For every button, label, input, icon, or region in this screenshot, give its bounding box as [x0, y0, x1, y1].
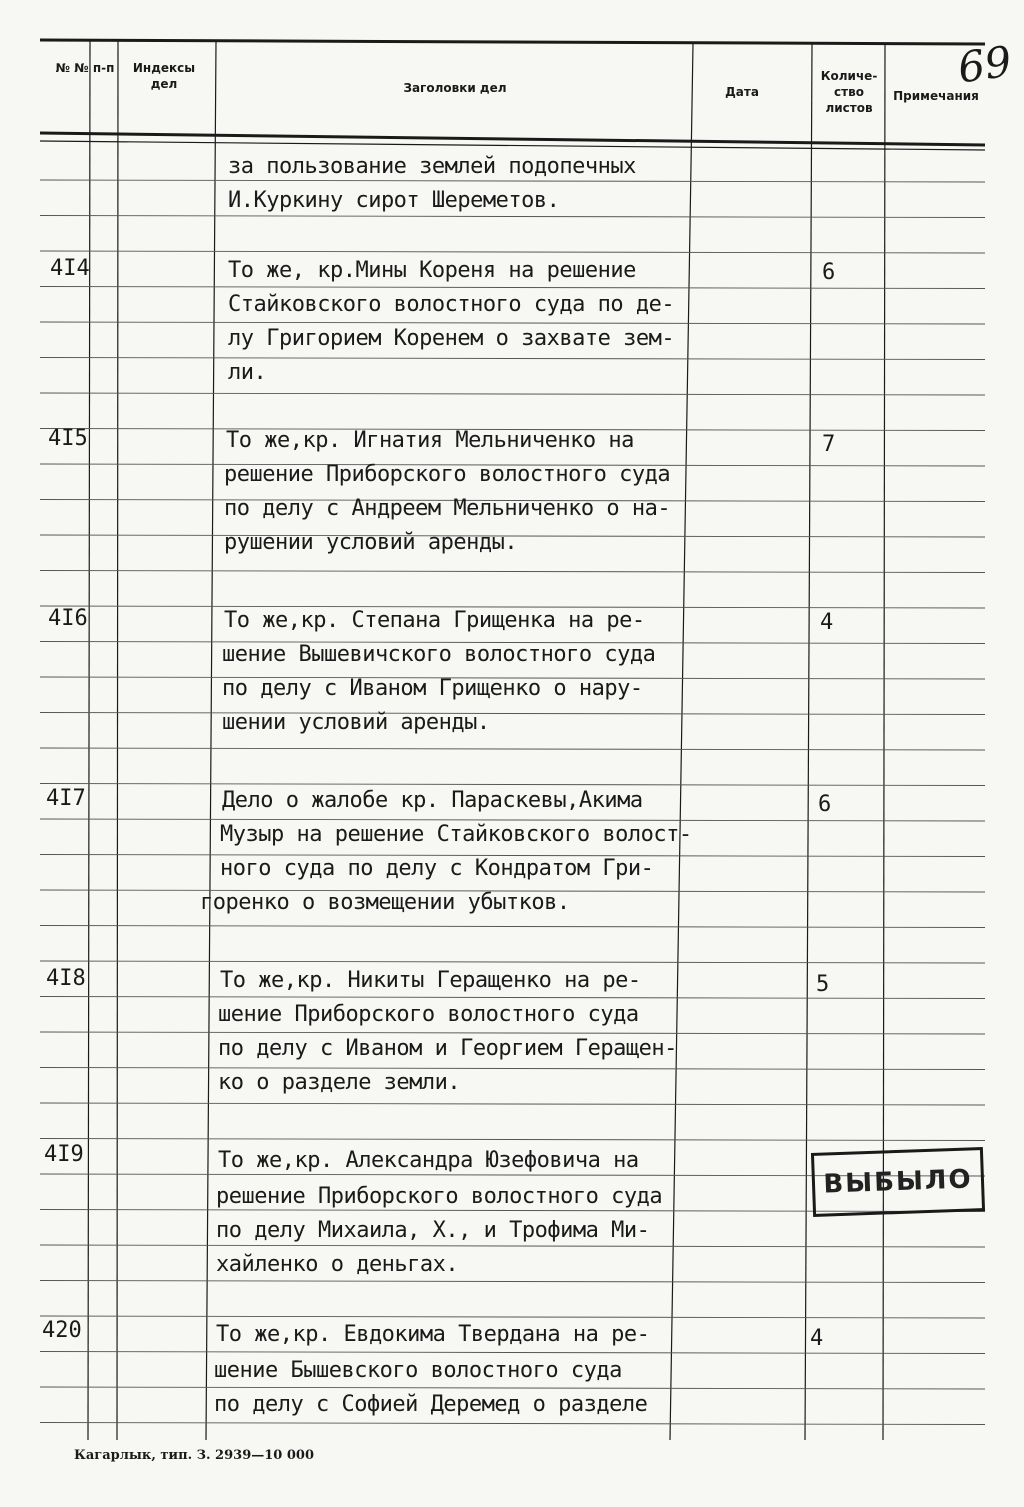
header-title: Заголовки дел — [403, 81, 507, 95]
entry-sheet-count: 5 — [816, 972, 830, 997]
ruled-line — [40, 1423, 985, 1425]
printer-imprint: Кагарлык, тип. З. 2939—10 000 — [74, 1448, 314, 1463]
ruled-line — [40, 1139, 985, 1141]
ruled-line — [40, 251, 985, 253]
entry-line: решение Приборского волостного суда — [216, 1184, 663, 1209]
entry-number: 4I8 — [46, 966, 86, 991]
entry-line: ли. — [228, 360, 267, 385]
entry-line: по делу с Иваном и Георгием Геращен- — [218, 1036, 677, 1061]
ruled-line — [40, 1387, 985, 1389]
entry-line: горенко о возмещении убытков. — [200, 890, 570, 915]
entry-line: Музыр на решение Стайковского волост- — [220, 822, 692, 847]
entry-sheet-count: 4 — [810, 1326, 824, 1351]
entry-sheet-count: 6 — [822, 260, 836, 285]
entry-sheet-count: 6 — [818, 792, 832, 817]
header-number: № № п-п — [55, 61, 115, 75]
entry-line: шение Вышевичского волостного суда — [222, 642, 656, 667]
entry-line: ного суда по делу с Кондратом Гри- — [220, 856, 654, 881]
entry-line: за пользование землей подопечных — [228, 154, 636, 179]
ruled-line — [40, 571, 985, 573]
ruled-line — [40, 819, 985, 821]
entry-line: И.Куркину сирот Шереметов. — [228, 188, 560, 213]
ruled-line — [40, 748, 985, 750]
entry-line: хайленко о деньгах. — [216, 1252, 459, 1277]
entry-line: по делу с Софией Деремед о разделе — [214, 1392, 648, 1417]
entry-line: шение Приборского волостного суда — [218, 1002, 639, 1027]
entry-line: решение Приборского волостного суда — [224, 462, 671, 487]
ruled-line — [40, 784, 985, 786]
ruled-line — [40, 713, 985, 715]
ruled-line — [40, 1103, 985, 1105]
entry-line: по делу с Андреем Мельниченко о на- — [224, 496, 671, 521]
ruled-line — [40, 358, 985, 360]
ruled-line — [40, 1032, 985, 1034]
header-sheets: Количе-ство листов — [820, 69, 878, 115]
entry-sheet-count: 7 — [822, 432, 836, 457]
ruled-line — [40, 1281, 985, 1283]
entry-line: То же,кр. Степана Грищенка на ре- — [224, 608, 645, 633]
entry-line: лу Григорием Коренем о захвате зем- — [228, 326, 675, 351]
entry-line: рушении условий аренды. — [224, 530, 518, 555]
entry-line: То же,кр. Евдокима Твердана на ре- — [216, 1322, 650, 1347]
entry-line: шение Бышевского волостного суда — [214, 1358, 622, 1383]
entry-sheet-count: 4 — [820, 610, 834, 635]
ruled-line — [40, 216, 985, 218]
ruled-line — [40, 180, 985, 182]
entry-line: по делу Михаила, Х., и Трофима Ми- — [216, 1218, 650, 1243]
header-date: Дата — [725, 85, 759, 99]
ruled-line — [40, 1352, 985, 1354]
entry-line: То же,кр. Никиты Геращенко на ре- — [220, 968, 641, 993]
ruled-line — [40, 287, 985, 289]
ruled-line — [40, 926, 985, 928]
entry-line: шении условий аренды. — [222, 710, 490, 735]
entry-number: 4I7 — [46, 786, 86, 811]
ruled-line — [40, 961, 985, 963]
ruled-line — [40, 997, 985, 999]
entry-line: То же, кр.Мины Кореня на решение — [228, 258, 636, 283]
header-notes: Примечания — [893, 89, 979, 103]
ruled-line — [40, 1068, 985, 1070]
entry-line: То же,кр. Александра Юзефовича на — [218, 1148, 639, 1173]
entry-number: 4I9 — [44, 1142, 84, 1167]
entry-line: Дело о жалобе кр. Параскевы,Акима — [222, 788, 643, 813]
page-number: 69 — [954, 36, 1015, 93]
entry-line: Стайковского волостного суда по де- — [228, 292, 675, 317]
ruled-line — [40, 322, 985, 324]
entry-number: 420 — [42, 1318, 82, 1343]
entry-number: 4I5 — [48, 426, 88, 451]
entry-line: ко о разделе земли. — [218, 1070, 461, 1095]
entry-number: 4I6 — [48, 606, 88, 631]
entry-line: по делу с Иваном Грищенко о нару- — [222, 676, 643, 701]
entry-line: То же,кр. Игнатия Мельниченко на — [226, 428, 634, 453]
header-index: Индексы дел — [132, 61, 196, 91]
ruled-line — [40, 1245, 985, 1247]
entry-number: 4I4 — [50, 256, 90, 281]
ruled-line — [40, 393, 985, 395]
withdrawn-stamp: ВЫБЫЛО — [811, 1147, 985, 1217]
ruled-line — [40, 1316, 985, 1318]
